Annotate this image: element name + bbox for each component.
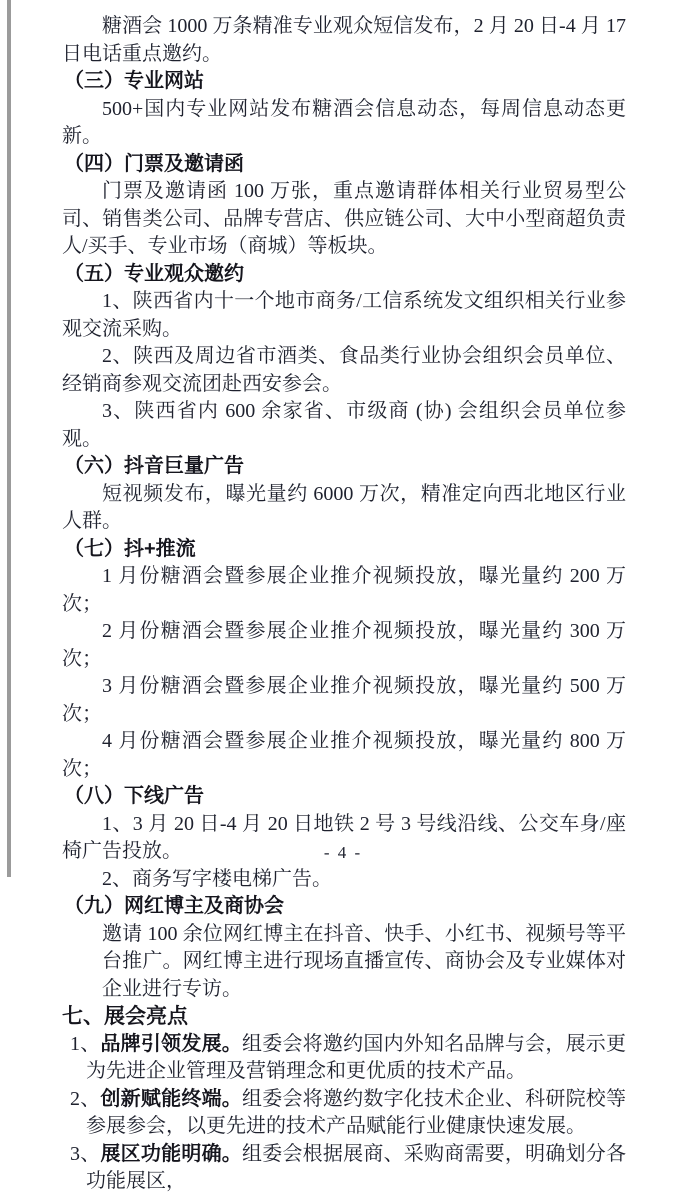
highlight-item-2 bbox=[62, 1086, 626, 1141]
section-7-paragraph-3: 3 月份糖酒会暨参展企业推介视频投放，曝光量约 500 万次； bbox=[62, 675, 626, 725]
highlight-item-number: 3、 bbox=[70, 1142, 101, 1165]
section-3-paragraph: 500+国内专业网站发布糖酒会信息动态，每周信息动态更新。 bbox=[62, 97, 626, 147]
highlight-item-1 bbox=[62, 1031, 626, 1086]
highlight-item-title: 展区功能明确。 bbox=[100, 1142, 243, 1165]
page-left-edge bbox=[7, 0, 11, 877]
highlight-item-3 bbox=[62, 1141, 626, 1196]
section-heading-6: （六）抖音巨量广告 bbox=[64, 455, 244, 477]
highlight-item-text: 组委会根据展商、采购商需要，明确划分各功能展区， bbox=[86, 1142, 627, 1192]
section-7-paragraph-2: 2 月份糖酒会暨参展企业推介视频投放，曝光量约 300 万次； bbox=[62, 620, 626, 670]
chapter-heading-highlights: 七、展会亮点 bbox=[62, 1005, 188, 1028]
section-heading-4: （四）门票及邀请函 bbox=[64, 152, 244, 175]
section-heading-7: （七）抖+推流 bbox=[64, 537, 196, 560]
section-7-paragraph-4: 4 月份糖酒会暨参展企业推介视频投放，曝光量约 800 万次； bbox=[62, 730, 626, 780]
highlight-item-number: 1、 bbox=[70, 1032, 101, 1055]
document-body bbox=[62, 13, 626, 1196]
paragraph-intro: 糖酒会 1000 万条精准专业观众短信发布，2 月 20 日-4 月 17 日电话重点邀约。 bbox=[62, 15, 626, 65]
section-9-paragraph: 邀请 100 余位网红博主在抖音、快手、小红书、视频号等平台推广。网红博主进行现场直播宣传、商协会及专业媒体对企业进行专访。 bbox=[102, 922, 626, 1000]
section-5-paragraph-1: 1、陕西省内十一个地市商务/工信系统发文组织相关行业参观交流采购。 bbox=[62, 290, 626, 340]
section-8-paragraph-2: 2、商务写字楼电梯广告。 bbox=[102, 867, 332, 890]
section-heading-5: （五）专业观众邀约 bbox=[64, 262, 244, 285]
section-6-paragraph: 短视频发布，曝光量约 6000 万次，精准定向西北地区行业人群。 bbox=[62, 482, 626, 532]
highlight-item-text: 组委会将邀约数字化技术企业、科研院校等参展参会，以更先进的技术产品赋能行业健康快速发展。 bbox=[86, 1087, 627, 1137]
highlight-item-title: 品牌引领发展。 bbox=[100, 1032, 243, 1055]
highlight-item-text: 组委会将邀约国内外知名品牌与会，展示更为先进企业管理及营销理念和更优质的技术产品。 bbox=[86, 1032, 627, 1082]
section-8-paragraph-1: 1、3 月 20 日-4 月 20 日地铁 2 号 3 号线沿线、公交车身/座椅广告投放。 bbox=[62, 812, 626, 862]
section-5-paragraph-2: 2、陕西及周边省市酒类、食品类行业协会组织会员单位、经销商参观交流团赴西安参会。 bbox=[62, 345, 626, 395]
section-7-paragraph-1: 1 月份糖酒会暨参展企业推介视频投放，曝光量约 200 万次； bbox=[62, 565, 626, 615]
highlight-item-title: 创新赋能终端。 bbox=[100, 1087, 243, 1110]
highlight-item-number: 2、 bbox=[70, 1087, 101, 1110]
section-heading-9: （九）网红博主及商协会 bbox=[64, 895, 284, 917]
section-4-paragraph: 门票及邀请函 100 万张，重点邀请群体相关行业贸易型公司、销售类公司、品牌专营店、供应链公司、大中小型商超负责人/买手、专业市场（商城）等板块。 bbox=[62, 180, 626, 257]
section-5-paragraph-3: 3、陕西省内 600 余家省、市级商 (协) 会组织会员单位参观。 bbox=[62, 400, 626, 450]
section-heading-3: （三）专业网站 bbox=[64, 70, 204, 92]
page-number: - 4 - bbox=[323, 843, 363, 862]
section-heading-8: （八）下线广告 bbox=[64, 785, 204, 807]
